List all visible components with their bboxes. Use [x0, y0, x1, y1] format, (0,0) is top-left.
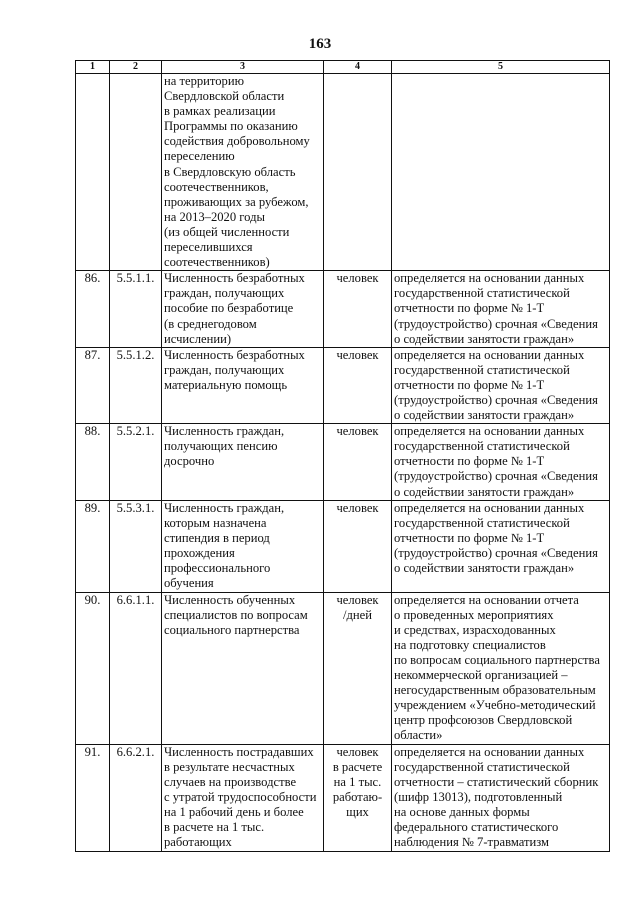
calculation-method: определяется на основании данных государственной статистической отчетности по форме № 1-Т (трудоустройство) срочная «Сведения о содействии занятости граждан» — [392, 347, 610, 423]
calculation-method: определяется на основании данных государственной статистической отчетности по форме № 1-Т (трудоустройство) срочная «Сведения о содействии занятости граждан» — [392, 271, 610, 347]
row-code — [110, 74, 162, 271]
row-number — [76, 74, 110, 271]
column-header: 5 — [392, 61, 610, 74]
unit-of-measure: человек в расчете на 1 тыс. работаю- щих — [324, 744, 392, 851]
row-code: 5.5.1.1. — [110, 271, 162, 347]
indicator-name: Численность граждан, получающих пенсию досрочно — [162, 424, 324, 500]
unit-of-measure: человек — [324, 347, 392, 423]
row-number: 90. — [76, 592, 110, 744]
indicator-name: Численность безработных граждан, получающих пособие по безработице (в среднегодовом исчислении) — [162, 271, 324, 347]
indicator-name: Численность обученных специалистов по вопросам социального партнерства — [162, 592, 324, 744]
table-row — [76, 500, 610, 592]
row-code: 6.6.2.1. — [110, 744, 162, 851]
indicator-name: на территорию Свердловской области в рамках реализации Программы по оказанию содействия добровольному переселению в Свердловскую область соотечественников, проживающих за рубежом, на 2013–2020 годы (из общей численности переселившихся соотечественников) — [162, 74, 324, 271]
table-row — [76, 347, 610, 423]
page-number: 163 — [308, 36, 332, 52]
indicator-name: Численность безработных граждан, получающих материальную помощь — [162, 347, 324, 423]
indicators-table — [75, 60, 610, 852]
table-row — [76, 424, 610, 500]
row-number: 89. — [76, 500, 110, 592]
indicator-name: Численность пострадавших в результате несчастных случаев на производстве с утратой трудоспособности на 1 рабочий день и более в расчете на 1 тыс. работающих — [162, 744, 324, 851]
column-header: 3 — [162, 61, 324, 74]
row-number: 87. — [76, 347, 110, 423]
table-row — [76, 592, 610, 744]
column-header: 2 — [110, 61, 162, 74]
row-number: 86. — [76, 271, 110, 347]
table-row — [76, 271, 610, 347]
column-header: 1 — [76, 61, 110, 74]
row-code: 5.5.1.2. — [110, 347, 162, 423]
table-row — [76, 744, 610, 851]
unit-of-measure: человек — [324, 424, 392, 500]
calculation-method: определяется на основании отчета о проведенных мероприятиях и средствах, израсходованных на подготовку специалистов по вопросам социального партнерства некоммерческой организацией – негосударственным образовательным учреждением «Учебно-методический центр профсоюзов Свердловской области» — [392, 592, 610, 744]
unit-of-measure — [324, 74, 392, 271]
table-header-row — [76, 61, 610, 74]
unit-of-measure: человек — [324, 271, 392, 347]
indicator-name: Численность граждан, которым назначена стипендия в период прохождения профессионального обучения — [162, 500, 324, 592]
row-number: 91. — [76, 744, 110, 851]
calculation-method: определяется на основании данных государственной статистической отчетности по форме № 1-Т (трудоустройство) срочная «Сведения о содействии занятости граждан» — [392, 424, 610, 500]
row-code: 6.6.1.1. — [110, 592, 162, 744]
row-code: 5.5.2.1. — [110, 424, 162, 500]
unit-of-measure: человек — [324, 500, 392, 592]
calculation-method: определяется на основании данных государственной статистической отчетности по форме № 1-Т (трудоустройство) срочная «Сведения о содействии занятости граждан» — [392, 500, 610, 592]
unit-of-measure: человек /дней — [324, 592, 392, 744]
table-row — [76, 74, 610, 271]
calculation-method — [392, 74, 610, 271]
column-header: 4 — [324, 61, 392, 74]
row-number: 88. — [76, 424, 110, 500]
row-code: 5.5.3.1. — [110, 500, 162, 592]
calculation-method: определяется на основании данных государственной статистической отчетности – статистический сборник (шифр 13013), подготовленный на основе данных формы федерального статистического наблюдения № 7-травматизм — [392, 744, 610, 851]
